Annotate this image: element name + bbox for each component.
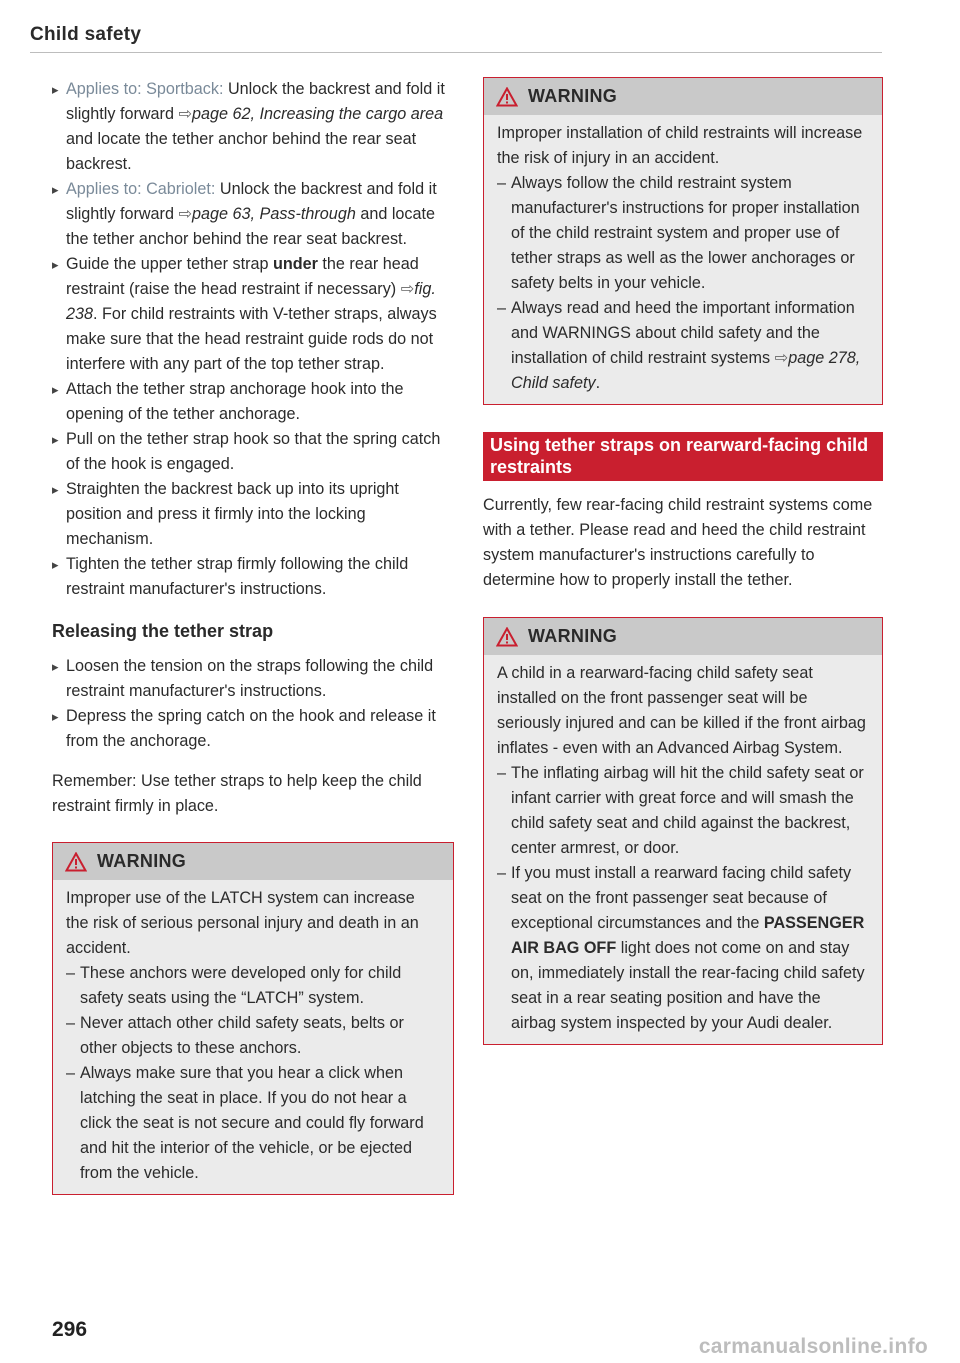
list-item: ▸ Guide the upper tether strap under the rear head restraint (raise the head restraint if necessary) ⇨fig. 238. For child restraints with V-tether straps, always make sure that the head restraint guide rods do not interfere with any part of the top tether strap. bbox=[52, 252, 454, 377]
warning-body bbox=[484, 115, 882, 404]
warning-triangle-icon bbox=[65, 852, 87, 872]
warning-box bbox=[483, 77, 883, 405]
warning-box bbox=[52, 842, 454, 1195]
paragraph: Remember: Use tether straps to help keep the child restraint firmly in place. bbox=[52, 772, 422, 815]
subheading: Releasing the tether strap bbox=[52, 621, 274, 641]
warning-title: WARNING bbox=[528, 86, 618, 106]
warning-item: – These anchors were developed only for child safety seats using the “LATCH” system. bbox=[66, 961, 441, 1011]
figure-reference-link[interactable]: fig. 238 bbox=[66, 280, 436, 323]
right-column bbox=[483, 77, 883, 1045]
list-item: ▸ Attach the tether strap anchorage hook into the opening of the tether anchorage. bbox=[52, 377, 454, 427]
page-number: 296 bbox=[52, 1318, 88, 1341]
section-title: Using tether straps on rearward-facing child restraints bbox=[483, 432, 883, 481]
warning-triangle-icon bbox=[496, 87, 518, 107]
warning-body bbox=[53, 880, 453, 1194]
list-item: ▸ Applies to: Sportback: Unlock the backrest and fold it slightly forward ⇨page 62, Increasing the cargo area and locate the tether anchor behind the rear seat backrest. bbox=[52, 77, 454, 177]
warning-header bbox=[484, 78, 882, 115]
cross-reference-link[interactable]: page 63, Pass-through bbox=[192, 205, 356, 223]
warning-intro: Improper use of the LATCH system can increase the risk of serious personal injury and death in an accident. bbox=[66, 889, 419, 957]
warning-header bbox=[484, 618, 882, 655]
arrow-icon: ⇨ bbox=[178, 105, 193, 123]
warning-header bbox=[53, 843, 453, 880]
applies-label: Applies to: Sportback: bbox=[66, 80, 224, 98]
warning-item: – Never attach other child safety seats, belts or other objects to these anchors. bbox=[66, 1011, 441, 1061]
warning-item: – The inflating airbag will hit the child safety seat or infant carrier with great force and will smash the child safety seat and child against the backrest, center armrest, or door. bbox=[497, 761, 870, 861]
list-item: ▸ Applies to: Cabriolet: Unlock the backrest and fold it slightly forward ⇨page 63, Pass-through and locate the tether anchor behind the rear seat backrest. bbox=[52, 177, 454, 252]
warning-intro: Improper installation of child restraints will increase the risk of injury in an accident. bbox=[497, 124, 863, 167]
warning-item: – Always read and heed the important information and WARNINGS about child safety and the installation of child restraint systems ⇨page 278, Child safety. bbox=[497, 296, 870, 396]
applies-label: Applies to: Cabriolet: bbox=[66, 180, 216, 198]
arrow-icon: ⇨ bbox=[400, 280, 415, 298]
warning-body bbox=[484, 655, 882, 1044]
warning-item: – Always make sure that you hear a click when latching the seat in place. If you do not hear a click the seat is not secure and could fly forward and hit the interior of the vehicle, or be ejected from the vehicle. bbox=[66, 1061, 441, 1186]
paragraph: Currently, few rear-facing child restraint systems come with a tether. Please read and heed the child restraint system manufacturer's instructions carefully to determine how to properly install the tether. bbox=[483, 496, 873, 589]
header-divider bbox=[30, 52, 882, 53]
list-item: ▸ Depress the spring catch on the hook and release it from the anchorage. bbox=[52, 704, 454, 754]
warning-title: WARNING bbox=[528, 626, 618, 646]
warning-triangle-icon bbox=[496, 627, 518, 647]
warning-box bbox=[483, 617, 883, 1045]
warning-intro: A child in a rearward-facing child safety seat installed on the front passenger seat will be seriously injured and can be killed if the front airbag inflates - even with an Advanced Airbag System. bbox=[497, 664, 866, 757]
warning-item: – If you must install a rearward facing child safety seat on the front passenger seat because of exceptional circumstances and the PASSENGER AIR BAG OFF light does not come on and stay on, immediately install the rear-facing child safety seat in a rear seating position and have the airbag system inspected by your Audi dealer. bbox=[497, 861, 870, 1036]
list-item: ▸ Straighten the backrest back up into its upright position and press it firmly into the locking mechanism. bbox=[52, 477, 454, 552]
cross-reference-link[interactable]: page 62, Increasing the cargo area bbox=[192, 105, 444, 123]
left-column bbox=[52, 77, 454, 1195]
warning-title: WARNING bbox=[97, 851, 187, 871]
list-item: ▸ Loosen the tension on the straps following the child restraint manufacturer's instructions. bbox=[52, 654, 454, 704]
arrow-icon: ⇨ bbox=[178, 205, 193, 223]
arrow-icon: ⇨ bbox=[774, 349, 789, 367]
list-item: ▸ Tighten the tether strap firmly following the child restraint manufacturer's instructions. bbox=[52, 552, 454, 602]
list-item: ▸ Pull on the tether strap hook so that the spring catch of the hook is engaged. bbox=[52, 427, 454, 477]
watermark: carmanualsonline.info bbox=[698, 1335, 928, 1358]
page-header-title: Child safety bbox=[30, 24, 142, 45]
warning-item: – Always follow the child restraint system manufacturer's instructions for proper installation of the child restraint system and proper use of tether straps as well as the lower anchorages or safety belts in your vehicle. bbox=[497, 171, 870, 296]
cross-reference-link[interactable]: page 278, Child safety bbox=[511, 349, 861, 392]
